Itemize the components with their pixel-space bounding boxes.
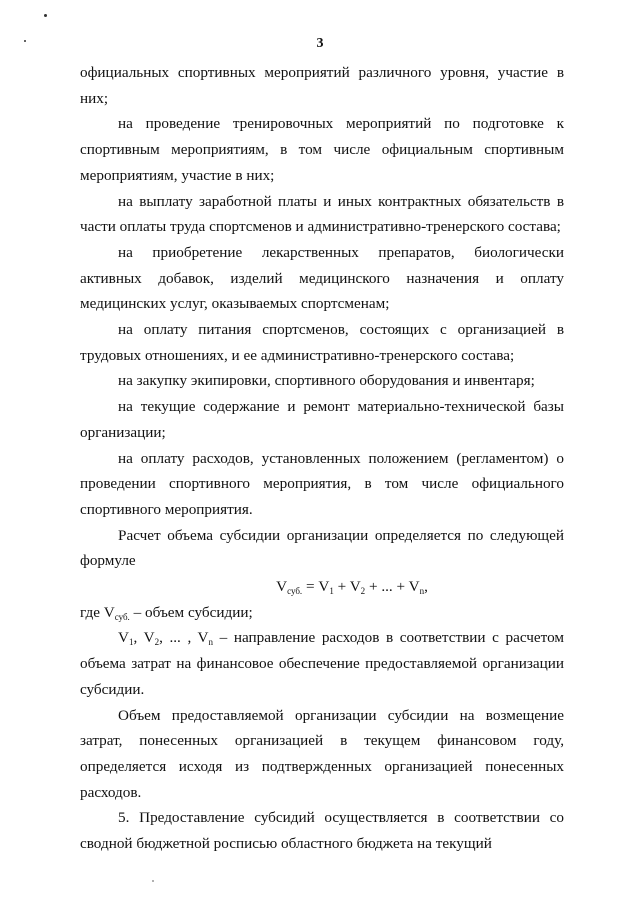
- paragraph: на выплату заработной платы и иных контрактных обязательств в части оплаты труда спортсменов и административно-тренерского состава;: [80, 192, 564, 236]
- paragraph: на закупку экипировки, спортивного оборудования и инвентаря;: [118, 372, 535, 390]
- scan-speck: [44, 14, 47, 17]
- page-number: 3: [316, 36, 324, 51]
- paragraph: на оплату питания спортсменов, состоящих с организацией в трудовых отношениях, и ее административно-тренерского состава;: [80, 321, 564, 364]
- subsidy-formula: $V_{суб.} = V_1 + V_2$ + ... + $V_n$,: [276, 578, 428, 597]
- scan-speck: [152, 880, 154, 882]
- paragraph: на приобретение лекарственных препаратов, биологически активных добавок, изделий медицинского назначения и оплату медицинских услуг, оказываемых спортсменам;: [80, 243, 564, 313]
- paragraph: на оплату расходов, установленных положением (регламентом) о проведении спортивного мероприятия, в том числе официального спортивного мероприятия.: [80, 449, 564, 518]
- formula-where-line: где $V_{суб.}$ – объем субсидии;: [80, 603, 253, 622]
- paragraph: на проведение тренировочных мероприятий по подготовке к спортивным мероприятиям, в том числе официальным спортивным мероприятиям, участие в них;: [80, 115, 564, 184]
- paragraph: Объем предоставляемой организации субсидии на возмещение затрат, понесенных организацией в текущем финансовом году, определяется исходя из подтвержденных организацией понесенных расходов.: [80, 706, 564, 801]
- paragraph: Расчет объема субсидии организации определяется по следующей формуле: [80, 526, 564, 570]
- paragraph: 5. Предоставление субсидий осуществляется в соответствии со сводной бюджетной росписью областного бюджета на текущий: [80, 809, 564, 853]
- paragraph: официальных спортивных мероприятий различного уровня, участие в них;: [80, 64, 564, 107]
- document-body: [80, 60, 564, 857]
- paragraph: на текущие содержание и ремонт материально-технической базы организации;: [80, 398, 564, 441]
- formula-variables-line: $V_1$, $V_2$, ... , $V_n$ – направление расходов в соответствии с расчетом объема затрат на финансовое обеспечение предоставляемой организации субсидии.: [80, 629, 564, 698]
